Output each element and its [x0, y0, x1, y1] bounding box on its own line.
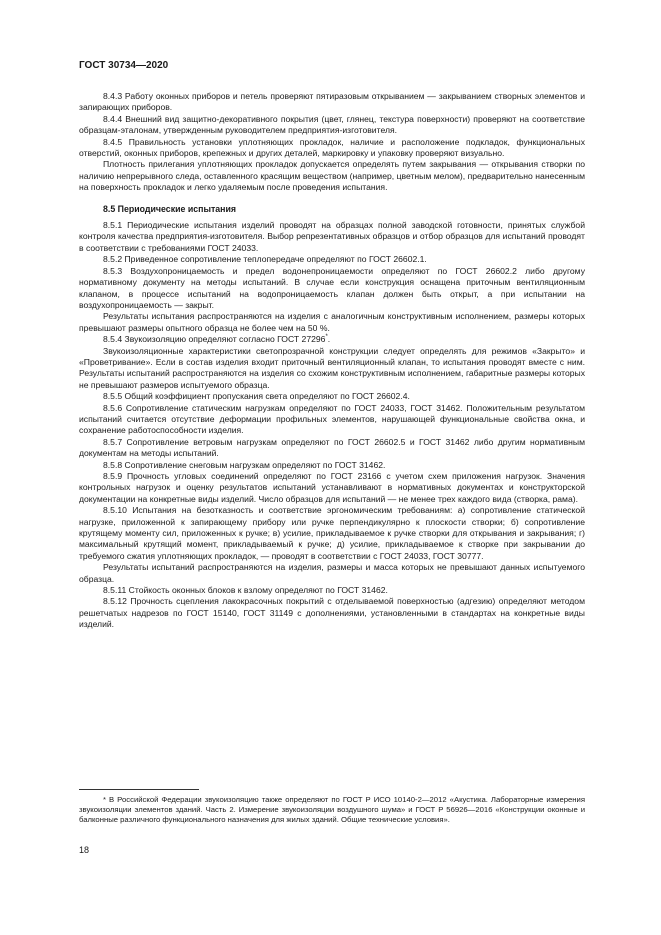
paragraph: 8.5.5 Общий коэффициент пропускания света определяют по ГОСТ 26602.4. — [103, 391, 410, 402]
paragraph: 8.5.9 Прочность угловых соединений определяют по ГОСТ 23166 с учетом схем приложения нагрузок. Значения контрольных нагрузок и оценку результатов испытаний устанавливают в нормативных документах и конструкторской документации на конкретные виды изделий. Число образцов для испытаний — не менее трех каждого вида (створка, рама). — [79, 471, 585, 504]
paragraph: 8.5.1 Периодические испытания изделий проводят на образцах полной заводской готовности, принятых службой контроля качества предприятия-изготовителя. Выбор репрезентативных образцов и отбор образцов для испытаний проводят в соответствии с требованиями ГОСТ 24033. — [79, 220, 585, 253]
paragraph: 8.5.11 Стойкость оконных блоков к взлому определяют по ГОСТ 31462. — [103, 585, 388, 596]
paragraph: 8.4.3 Работу оконных приборов и петель проверяют пятиразовым открыванием — закрыванием створных элементов и запирающих приборов. — [79, 91, 585, 113]
footnote: * В Российской Федерации звукоизоляцию также определяют по ГОСТ Р ИСО 10140-2—2012 «Акустика. Лабораторные измерения звукоизоляции элементов зданий. Часть 2. Измерение звукоизоляции воздушного шума» и ГОСТ Р 56926—2016 «Конструкции оконные и балконные различного функционального назначения для жилых зданий. Общие технические условия». — [79, 795, 585, 824]
paragraph: Результаты испытаний распространяются на изделия, размеры и масса которых не превышают данных испытуемого образца. — [79, 562, 585, 584]
document-header: ГОСТ 30734—2020 — [79, 60, 169, 71]
paragraph: 8.5.12 Прочность сцепления лакокрасочных покрытий с отделываемой поверхностью (адгезию) определяют методом решетчатых надрезов по ГОСТ 15140, ГОСТ 31149 с дополнениями, установленными в стандартах на конкретные виды изделий. — [79, 596, 585, 630]
paragraph-end: . — [327, 334, 331, 345]
paragraph-8-5-4 — [79, 334, 585, 345]
paragraph: Результаты испытания распространяются на изделия с аналогичным конструктивным исполнением, размеры которых превышают размеры опытного образца не более чем на 50 %. — [79, 311, 585, 333]
paragraph: 8.5.2 Приведенное сопротивление теплопередаче определяют по ГОСТ 26602.1. — [103, 254, 427, 265]
document-body — [79, 91, 585, 631]
paragraph: 8.5.3 Воздухопроницаемость и предел водонепроницаемости определяют по ГОСТ 26602.2 либо другому нормативному документу на методы испытаний. В случае если конструкция оснащена приточным вентиляционным клапаном, в процессе испытаний на водопроницаемость клапан должен быть открыт, а при испытании на воздухопроницаемость — закрыт. — [79, 265, 585, 310]
footnote-marker: * — [325, 334, 328, 341]
section-title: 8.5 Периодические испытания — [103, 203, 237, 214]
paragraph: 8.4.5 Правильность установки уплотняющих прокладок, наличие и расположение подкладок, функциональных отверстий, оконных приборов, крепежных и других деталей, маркировку и упаковку проверяют визуально. — [79, 136, 585, 159]
page-number: 18 — [79, 845, 90, 855]
paragraph: Звукоизоляционные характеристики светопрозрачной конструкции следует определять для режимов «Закрыто» и «Проветривание». Если в состав изделия входит приточный вентиляционный клапан, то испытания проводят вместе с ним. Результаты испытаний распространяются на изделия со схожим конструктивным исполнением, габаритные размеры которых не превышают размеров испытуемого образца. — [79, 345, 585, 390]
paragraph: 8.4.4 Внешний вид защитно-декоративного покрытия (цвет, глянец, текстура поверхности) проверяют на соответствие образцам-эталонам, утвержденным руководителем предприятия-изготовителя. — [79, 113, 585, 136]
paragraph: 8.5.10 Испытания на безотказность и соответствие эргономическим требованиям: а) сопротивление статической нагрузке, приложенной к запирающему прибору или ручке перпендикулярно к плоскости створки; б) сопротивление крутящему моменту сил, приложенных к ручке; в) усилие, прикладываемое к ручке створки для открывания и закрывания; г) максимальный крутящий момент, прикладываемый к ручке; д) усилие, прикладываемое к створке при закрывании до требуемого сжатия уплотняющих прокладок, — проводят в соответствии с ГОСТ 24033, ГОСТ 30777. — [79, 505, 585, 561]
paragraph: Плотность прилегания уплотняющих прокладок допускается определять путем закрывания — открывания створки по наличию непрерывного следа, оставленного красящим веществом (например, цветным мелом), предварительно нанесенным на поверхность прокладок и легко удаляемым после проведения испытания. — [79, 159, 585, 193]
paragraph-text: 8.5.4 Звукоизоляцию определяют согласно ГОСТ 27296 — [103, 334, 326, 345]
paragraph: 8.5.8 Сопротивление снеговым нагрузкам определяют по ГОСТ 31462. — [103, 459, 386, 470]
paragraph: 8.5.7 Сопротивление ветровым нагрузкам определяют по ГОСТ 26602.5 и ГОСТ 31462 либо другим нормативным документам на методы испытаний. — [79, 436, 585, 459]
paragraph: 8.5.6 Сопротивление статическим нагрузкам определяют по ГОСТ 24033, ГОСТ 31462. Положительным результатом испытаний считается отсутствие деформации профильных элементов, нарушающей функциональные свойства окна, и сохранение работоспособности изделия. — [79, 402, 585, 436]
footnote-divider — [79, 789, 199, 790]
